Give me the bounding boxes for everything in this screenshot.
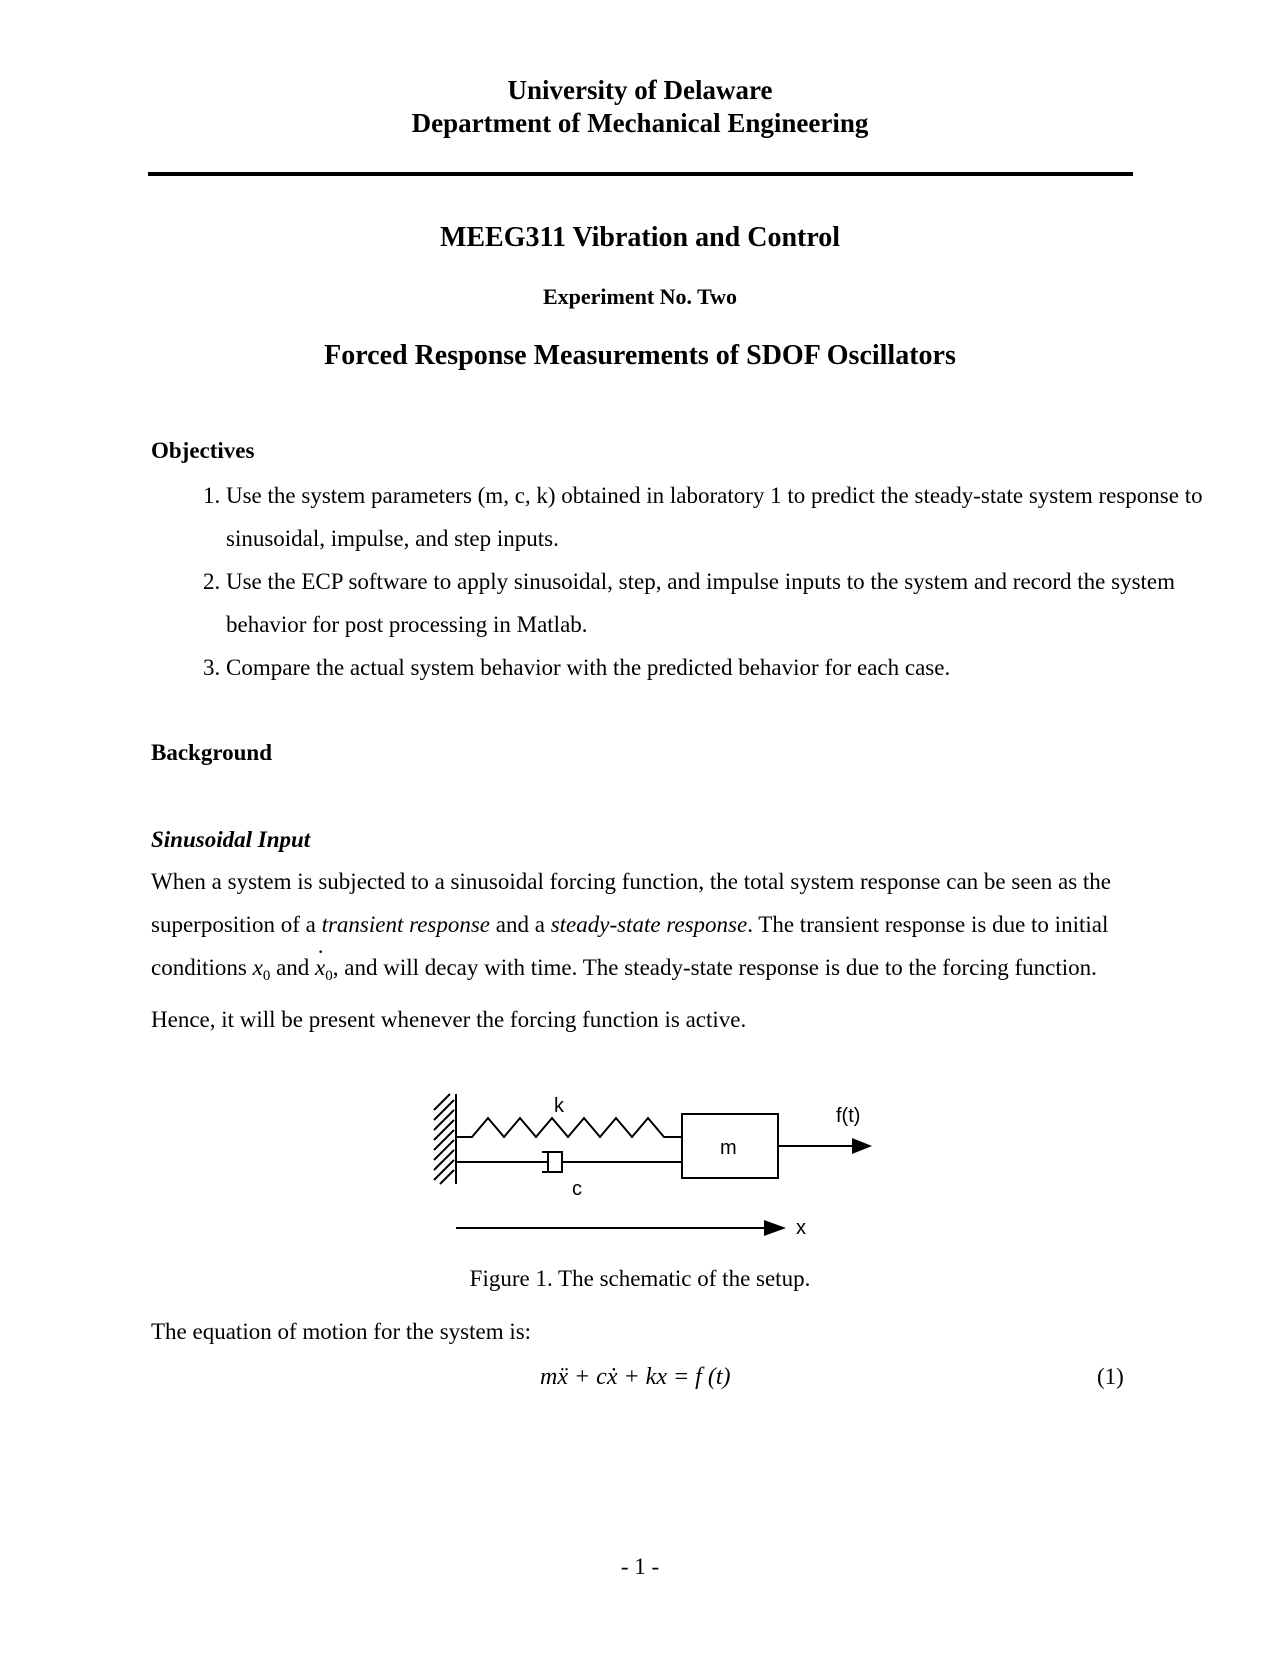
background-paragraph: When a system is subjected to a sinusoidal forcing function, the total system response can be seen as the superposition of a transient response and a steady-state response. The transient response is due to initial conditions $x_0$ and · $x_0$, and will decay with time. The steady-state response is due to the forcing function. Hence, it will be present whenever the forcing function is active. bbox=[151, 860, 1141, 1041]
spring-mass-damper-schematic bbox=[420, 1092, 880, 1252]
figure-caption: Figure 1. The schematic of the setup. bbox=[469, 1266, 811, 1291]
x0-symbol: x bbox=[252, 955, 263, 980]
objective-item: 1. Use the system parameters (m, c, k) obtained in laboratory 1 to predict the steady-state system response to sinusoidal, impulse, and step inputs. bbox=[226, 474, 1216, 560]
department-name: Department of Mechanical Engineering bbox=[411, 108, 869, 138]
sinusoidal-input-subheading: Sinusoidal Input bbox=[151, 827, 311, 852]
header-rule bbox=[148, 172, 1133, 176]
course-title: MEEG311 Vibration and Control bbox=[439, 222, 841, 253]
equation-of-motion: mẍ + cẋ + kx = f (t) bbox=[540, 1364, 731, 1390]
displacement-arrow bbox=[456, 1220, 786, 1236]
force-arrow bbox=[778, 1138, 872, 1154]
university-name: University of Delaware bbox=[507, 75, 773, 105]
damper bbox=[456, 1152, 682, 1172]
spring bbox=[456, 1118, 682, 1137]
page-number: - 1 - bbox=[620, 1554, 660, 1579]
background-heading: Background bbox=[151, 740, 273, 765]
equation-number: (1) bbox=[1097, 1364, 1124, 1389]
mass-label: m bbox=[720, 1137, 737, 1159]
xdot0-symbol: · x bbox=[315, 946, 325, 989]
spring-label: k bbox=[554, 1095, 564, 1117]
header-block bbox=[0, 74, 1280, 140]
damper-label: c bbox=[572, 1178, 582, 1200]
objective-item: 3. Compare the actual system behavior with the predicted behavior for each case. bbox=[226, 646, 1216, 689]
wall bbox=[434, 1094, 456, 1184]
experiment-number: Experiment No. Two bbox=[542, 284, 738, 309]
equation-intro: The equation of motion for the system is: bbox=[151, 1319, 532, 1344]
document-title: Forced Response Measurements of SDOF Oscillators bbox=[324, 340, 956, 371]
objective-item: 2. Use the ECP software to apply sinusoidal, step, and impulse inputs to the system and record the system behavior for post processing in Matlab. bbox=[226, 560, 1216, 646]
displacement-label: x bbox=[796, 1217, 806, 1239]
objectives-list bbox=[151, 474, 1216, 689]
force-label: f(t) bbox=[836, 1105, 861, 1127]
objectives-heading: Objectives bbox=[151, 438, 255, 463]
